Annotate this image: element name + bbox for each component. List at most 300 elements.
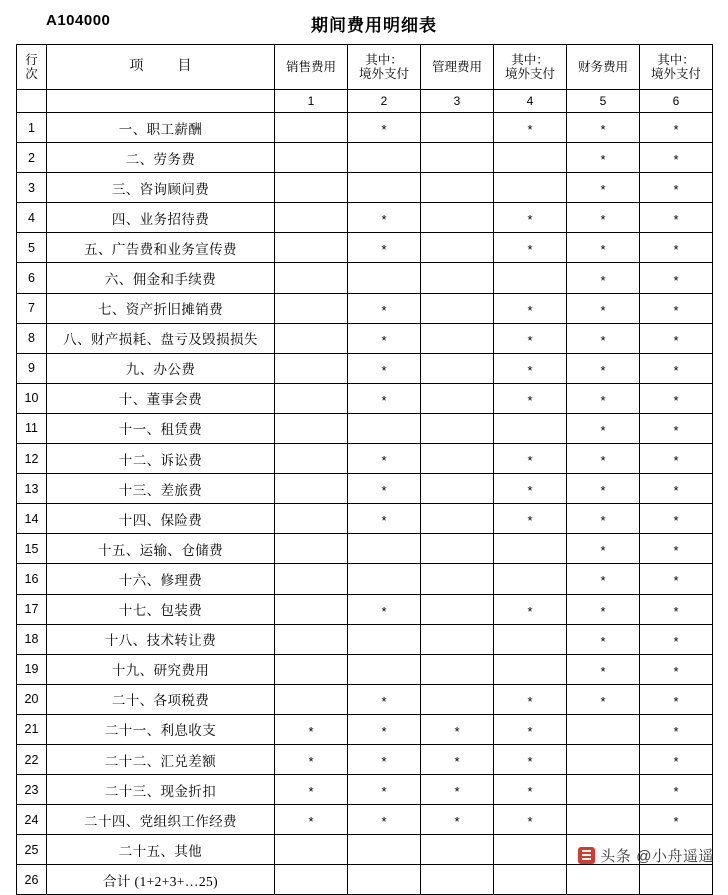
table-row: [17, 714, 713, 744]
blocked-cell-mark: *: [527, 242, 533, 258]
data-cell[interactable]: [275, 263, 348, 293]
row-number: 19: [17, 654, 47, 684]
data-cell[interactable]: [640, 654, 713, 684]
data-cell[interactable]: [275, 353, 348, 383]
blocked-cell-mark: *: [673, 392, 679, 408]
row-item-label: 十六、修理费: [47, 564, 275, 594]
blocked-cell-mark: *: [527, 302, 533, 318]
blocked-cell-mark: *: [673, 212, 679, 228]
form-code: A104000: [46, 12, 111, 29]
table-row: [17, 233, 713, 263]
header-row: [17, 45, 713, 90]
row-item-label: 三、咨询顾问费: [47, 173, 275, 203]
data-cell[interactable]: [421, 835, 494, 865]
blocked-cell-mark: *: [673, 543, 679, 559]
data-cell[interactable]: [640, 413, 713, 443]
data-cell[interactable]: [567, 233, 640, 263]
blocked-cell-mark: *: [527, 723, 533, 739]
data-cell[interactable]: [567, 113, 640, 143]
data-cell[interactable]: [421, 805, 494, 835]
table-row: [17, 444, 713, 474]
data-cell[interactable]: [275, 173, 348, 203]
data-cell[interactable]: [348, 233, 421, 263]
column-header-admin-overseas: 其中： 境外支付: [494, 45, 567, 90]
colnum-rownum: [17, 90, 47, 113]
blocked-cell-mark: *: [673, 122, 679, 138]
data-cell[interactable]: [567, 143, 640, 173]
data-cell[interactable]: [421, 263, 494, 293]
blocked-cell-mark: *: [454, 723, 460, 739]
blocked-cell-mark: *: [673, 513, 679, 529]
data-cell[interactable]: [567, 383, 640, 413]
blocked-cell-mark: *: [600, 422, 606, 438]
data-cell[interactable]: [421, 865, 494, 895]
data-cell[interactable]: [494, 263, 567, 293]
data-cell[interactable]: [494, 714, 567, 744]
data-cell[interactable]: [275, 143, 348, 173]
row-number: 13: [17, 474, 47, 504]
data-cell[interactable]: [494, 744, 567, 774]
blocked-cell-mark: *: [527, 332, 533, 348]
row-number: 8: [17, 323, 47, 353]
row-item-label: 十四、保险费: [47, 504, 275, 534]
data-cell[interactable]: [421, 143, 494, 173]
data-cell[interactable]: [567, 744, 640, 774]
data-cell[interactable]: [640, 173, 713, 203]
blocked-cell-mark: *: [673, 242, 679, 258]
data-cell[interactable]: [275, 444, 348, 474]
data-cell[interactable]: [348, 413, 421, 443]
table-row: [17, 143, 713, 173]
data-cell[interactable]: [494, 564, 567, 594]
data-cell[interactable]: [494, 865, 567, 895]
data-cell[interactable]: [640, 594, 713, 624]
row-item-label: 二十三、现金折扣: [47, 775, 275, 805]
blocked-cell-mark: *: [527, 212, 533, 228]
table-row: [17, 383, 713, 413]
blocked-cell-mark: *: [381, 483, 387, 499]
table-row: [17, 775, 713, 805]
data-cell[interactable]: [494, 383, 567, 413]
data-cell[interactable]: [640, 323, 713, 353]
blocked-cell-mark: *: [381, 814, 387, 830]
table-row: [17, 624, 713, 654]
data-cell[interactable]: [348, 714, 421, 744]
data-cell[interactable]: [348, 835, 421, 865]
watermark-source: 头条: [600, 848, 632, 865]
data-cell[interactable]: [494, 684, 567, 714]
blocked-cell-mark: *: [527, 453, 533, 469]
blocked-cell-mark: *: [381, 242, 387, 258]
blocked-cell-mark: *: [673, 422, 679, 438]
blocked-cell-mark: *: [600, 603, 606, 619]
data-cell[interactable]: [275, 805, 348, 835]
data-cell[interactable]: [567, 263, 640, 293]
data-cell[interactable]: [421, 594, 494, 624]
data-cell[interactable]: [348, 263, 421, 293]
data-cell[interactable]: [275, 865, 348, 895]
data-cell[interactable]: [348, 504, 421, 534]
data-cell[interactable]: [567, 203, 640, 233]
data-cell[interactable]: [421, 474, 494, 504]
expense-detail-table: [16, 44, 713, 895]
data-cell[interactable]: [348, 805, 421, 835]
blocked-cell-mark: *: [527, 603, 533, 619]
row-number: 21: [17, 714, 47, 744]
table-row: [17, 203, 713, 233]
data-cell[interactable]: [567, 594, 640, 624]
data-cell[interactable]: [421, 534, 494, 564]
row-number: 23: [17, 775, 47, 805]
data-cell[interactable]: [348, 353, 421, 383]
blocked-cell-mark: *: [308, 814, 314, 830]
data-cell[interactable]: [640, 143, 713, 173]
blocked-cell-mark: *: [381, 212, 387, 228]
data-cell[interactable]: [567, 293, 640, 323]
table-row: [17, 323, 713, 353]
data-cell[interactable]: [494, 835, 567, 865]
data-cell[interactable]: [567, 173, 640, 203]
row-item-label: 十、董事会费: [47, 383, 275, 413]
blocked-cell-mark: *: [600, 483, 606, 499]
data-cell[interactable]: [421, 413, 494, 443]
table-row: [17, 534, 713, 564]
data-cell[interactable]: [275, 835, 348, 865]
blocked-cell-mark: *: [600, 362, 606, 378]
data-cell[interactable]: [640, 744, 713, 774]
row-item-label: 六、佣金和手续费: [47, 263, 275, 293]
blocked-cell-mark: *: [308, 754, 314, 770]
column-header-admin-expense: 管理费用: [421, 45, 494, 90]
blocked-cell-mark: *: [381, 723, 387, 739]
data-cell[interactable]: [494, 413, 567, 443]
data-cell[interactable]: [348, 173, 421, 203]
table-row: [17, 504, 713, 534]
row-number: 26: [17, 865, 47, 895]
data-cell[interactable]: [494, 534, 567, 564]
table-row: [17, 353, 713, 383]
blocked-cell-mark: *: [600, 242, 606, 258]
table-row: [17, 413, 713, 443]
colnum-item: [47, 90, 275, 113]
row-number: 17: [17, 594, 47, 624]
data-cell[interactable]: [275, 714, 348, 744]
data-cell[interactable]: [275, 413, 348, 443]
data-cell[interactable]: [567, 534, 640, 564]
row-number: 20: [17, 684, 47, 714]
data-cell[interactable]: [275, 564, 348, 594]
data-cell[interactable]: [421, 173, 494, 203]
data-cell[interactable]: [348, 383, 421, 413]
data-cell[interactable]: [421, 564, 494, 594]
data-cell[interactable]: [494, 113, 567, 143]
data-cell[interactable]: [275, 684, 348, 714]
row-item-label: 十五、运输、仓储费: [47, 534, 275, 564]
data-cell[interactable]: [640, 775, 713, 805]
data-cell[interactable]: [494, 323, 567, 353]
data-cell[interactable]: [348, 113, 421, 143]
data-cell[interactable]: [348, 594, 421, 624]
data-cell[interactable]: [421, 233, 494, 263]
blocked-cell-mark: *: [600, 332, 606, 348]
data-cell[interactable]: [640, 444, 713, 474]
blocked-cell-mark: *: [381, 754, 387, 770]
blocked-cell-mark: *: [454, 784, 460, 800]
column-header-rownum: 行 次: [17, 45, 47, 90]
data-cell[interactable]: [567, 564, 640, 594]
blocked-cell-mark: *: [673, 483, 679, 499]
data-cell[interactable]: [494, 775, 567, 805]
column-header-item: 项 目: [47, 45, 275, 90]
data-cell[interactable]: [640, 564, 713, 594]
row-number: 3: [17, 173, 47, 203]
table-row: [17, 564, 713, 594]
row-item-label: 八、财产损耗、盘亏及毁损损失: [47, 323, 275, 353]
blocked-cell-mark: *: [527, 784, 533, 800]
data-cell[interactable]: [567, 714, 640, 744]
blocked-cell-mark: *: [600, 182, 606, 198]
data-cell[interactable]: [640, 353, 713, 383]
data-cell[interactable]: [421, 383, 494, 413]
data-cell[interactable]: [348, 654, 421, 684]
blocked-cell-mark: *: [381, 693, 387, 709]
colnum-1: 1: [275, 90, 348, 113]
data-cell[interactable]: [348, 143, 421, 173]
data-cell[interactable]: [494, 624, 567, 654]
blocked-cell-mark: *: [600, 573, 606, 589]
row-item-label: 二、劳务费: [47, 143, 275, 173]
blocked-cell-mark: *: [600, 272, 606, 288]
data-cell[interactable]: [640, 714, 713, 744]
row-number: 18: [17, 624, 47, 654]
data-cell[interactable]: [421, 323, 494, 353]
blocked-cell-mark: *: [454, 754, 460, 770]
data-cell[interactable]: [275, 654, 348, 684]
data-cell[interactable]: [567, 413, 640, 443]
table-row: [17, 744, 713, 774]
blocked-cell-mark: *: [673, 152, 679, 168]
data-cell[interactable]: [640, 474, 713, 504]
data-cell[interactable]: [640, 203, 713, 233]
data-cell[interactable]: [348, 865, 421, 895]
row-item-label: 一、职工薪酬: [47, 113, 275, 143]
data-cell[interactable]: [494, 654, 567, 684]
row-number: 6: [17, 263, 47, 293]
data-cell[interactable]: [640, 113, 713, 143]
data-cell[interactable]: [348, 775, 421, 805]
blocked-cell-mark: *: [673, 663, 679, 679]
row-number: 2: [17, 143, 47, 173]
colnum-5: 5: [567, 90, 640, 113]
row-item-label: 二十二、汇兑差额: [47, 744, 275, 774]
row-item-label: 二十、各项税费: [47, 684, 275, 714]
row-item-label: 十三、差旅费: [47, 474, 275, 504]
data-cell[interactable]: [494, 444, 567, 474]
data-cell[interactable]: [640, 865, 713, 895]
table-row: [17, 805, 713, 835]
blocked-cell-mark: *: [673, 272, 679, 288]
column-header-selling-overseas: 其中： 境外支付: [348, 45, 421, 90]
data-cell[interactable]: [421, 775, 494, 805]
data-cell[interactable]: [421, 203, 494, 233]
blocked-cell-mark: *: [600, 122, 606, 138]
blocked-cell-mark: *: [673, 723, 679, 739]
colnum-2: 2: [348, 90, 421, 113]
data-cell[interactable]: [348, 203, 421, 233]
data-cell[interactable]: [421, 714, 494, 744]
data-cell[interactable]: [421, 744, 494, 774]
data-cell[interactable]: [567, 684, 640, 714]
row-number: 12: [17, 444, 47, 474]
data-cell[interactable]: [640, 504, 713, 534]
data-cell[interactable]: [421, 654, 494, 684]
blocked-cell-mark: *: [381, 332, 387, 348]
table-row: [17, 865, 713, 895]
blocked-cell-mark: *: [381, 122, 387, 138]
row-item-label: 二十一、利息收支: [47, 714, 275, 744]
data-cell[interactable]: [275, 624, 348, 654]
data-cell[interactable]: [275, 504, 348, 534]
row-number: 9: [17, 353, 47, 383]
data-cell[interactable]: [494, 143, 567, 173]
data-cell[interactable]: [275, 744, 348, 774]
data-cell[interactable]: [567, 444, 640, 474]
blocked-cell-mark: *: [527, 362, 533, 378]
blocked-cell-mark: *: [381, 392, 387, 408]
data-cell[interactable]: [275, 594, 348, 624]
blocked-cell-mark: *: [600, 392, 606, 408]
blocked-cell-mark: *: [381, 453, 387, 469]
data-cell[interactable]: [494, 504, 567, 534]
page-title: 期间费用明细表: [311, 16, 437, 35]
data-cell[interactable]: [567, 805, 640, 835]
data-cell[interactable]: [494, 233, 567, 263]
blocked-cell-mark: *: [673, 453, 679, 469]
data-cell[interactable]: [567, 775, 640, 805]
data-cell[interactable]: [640, 383, 713, 413]
data-cell[interactable]: [348, 564, 421, 594]
data-cell[interactable]: [640, 534, 713, 564]
data-cell[interactable]: [640, 263, 713, 293]
data-cell[interactable]: [494, 173, 567, 203]
data-cell[interactable]: [421, 293, 494, 323]
blocked-cell-mark: *: [381, 603, 387, 619]
blocked-cell-mark: *: [673, 784, 679, 800]
column-header-finance-overseas: 其中： 境外支付: [640, 45, 713, 90]
table-body: [17, 113, 713, 895]
row-number: 4: [17, 203, 47, 233]
row-number: 5: [17, 233, 47, 263]
row-item-label: 九、办公费: [47, 353, 275, 383]
blocked-cell-mark: *: [527, 392, 533, 408]
data-cell[interactable]: [421, 684, 494, 714]
blocked-cell-mark: *: [381, 362, 387, 378]
data-cell[interactable]: [421, 353, 494, 383]
blocked-cell-mark: *: [600, 302, 606, 318]
blocked-cell-mark: *: [308, 784, 314, 800]
data-cell[interactable]: [567, 353, 640, 383]
data-cell[interactable]: [567, 865, 640, 895]
data-cell[interactable]: [348, 293, 421, 323]
data-cell[interactable]: [421, 444, 494, 474]
table-row: [17, 173, 713, 203]
row-item-label: 十七、包装费: [47, 594, 275, 624]
data-cell[interactable]: [275, 534, 348, 564]
data-cell[interactable]: [348, 323, 421, 353]
data-cell[interactable]: [567, 323, 640, 353]
data-cell[interactable]: [348, 534, 421, 564]
row-number: 16: [17, 564, 47, 594]
data-cell[interactable]: [567, 654, 640, 684]
blocked-cell-mark: *: [527, 483, 533, 499]
blocked-cell-mark: *: [527, 754, 533, 770]
data-cell[interactable]: [421, 113, 494, 143]
data-cell[interactable]: [494, 353, 567, 383]
data-cell[interactable]: [348, 624, 421, 654]
data-cell[interactable]: [494, 474, 567, 504]
row-number: 11: [17, 413, 47, 443]
table-row: [17, 474, 713, 504]
row-item-label: 十二、诉讼费: [47, 444, 275, 474]
data-cell[interactable]: [640, 293, 713, 323]
data-cell[interactable]: [275, 293, 348, 323]
data-cell[interactable]: [494, 203, 567, 233]
blocked-cell-mark: *: [600, 212, 606, 228]
row-item-label: 十八、技术转让费: [47, 624, 275, 654]
data-cell[interactable]: [567, 474, 640, 504]
data-cell[interactable]: [275, 233, 348, 263]
blocked-cell-mark: *: [673, 693, 679, 709]
data-cell[interactable]: [348, 684, 421, 714]
data-cell[interactable]: [567, 504, 640, 534]
data-cell[interactable]: [275, 383, 348, 413]
watermark-author: @小舟遥遥: [636, 848, 714, 865]
data-cell[interactable]: [640, 805, 713, 835]
row-item-label: 十一、租赁费: [47, 413, 275, 443]
data-cell[interactable]: [275, 113, 348, 143]
data-cell[interactable]: [275, 203, 348, 233]
blocked-cell-mark: *: [600, 453, 606, 469]
data-cell[interactable]: [640, 684, 713, 714]
toutiao-logo-icon: [578, 847, 595, 864]
data-cell[interactable]: [640, 233, 713, 263]
data-cell[interactable]: [348, 474, 421, 504]
colnum-6: 6: [640, 90, 713, 113]
blocked-cell-mark: *: [600, 152, 606, 168]
data-cell[interactable]: [275, 775, 348, 805]
data-cell[interactable]: [494, 805, 567, 835]
data-cell[interactable]: [348, 744, 421, 774]
data-cell[interactable]: [275, 323, 348, 353]
data-cell[interactable]: [494, 594, 567, 624]
table-row: [17, 654, 713, 684]
data-cell[interactable]: [275, 474, 348, 504]
colnum-3: 3: [421, 90, 494, 113]
blocked-cell-mark: *: [454, 814, 460, 830]
table-row: [17, 684, 713, 714]
row-number: 25: [17, 835, 47, 865]
blocked-cell-mark: *: [527, 122, 533, 138]
data-cell[interactable]: [640, 624, 713, 654]
data-cell[interactable]: [421, 624, 494, 654]
data-cell[interactable]: [348, 444, 421, 474]
row-number: 10: [17, 383, 47, 413]
data-cell[interactable]: [494, 293, 567, 323]
data-cell[interactable]: [421, 504, 494, 534]
data-cell[interactable]: [567, 624, 640, 654]
table-head: [17, 45, 713, 113]
row-number: 22: [17, 744, 47, 774]
